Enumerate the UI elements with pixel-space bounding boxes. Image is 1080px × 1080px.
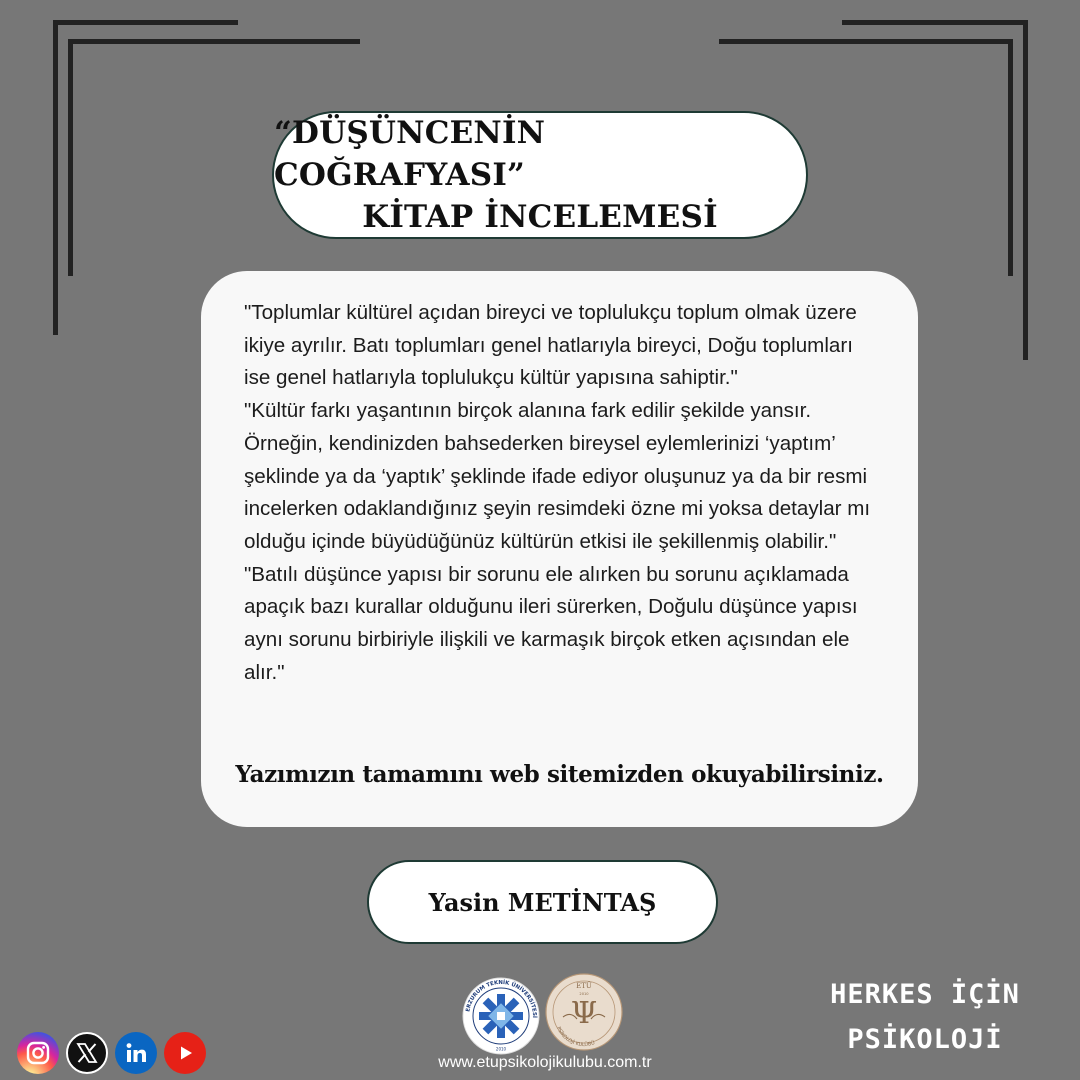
x-icon[interactable] <box>66 1032 108 1074</box>
quote-paragraph-2: "Kültür farkı yaşantının birçok alanına fark edilir şekilde yansır. Örneğin, kendinizden bahsederken bireysel eylemlerinizi ‘yaptım’ şeklinde ya da ‘yaptık’ şeklinde ifade ediyor oluşunuz ya da bir resmi incelerken odaklandığınız şeyin resimdeki özne mi yoksa detaylar mı olduğu içinde büyüdüğünüz kültürün etkisi ile şekillenmiş olabilir." <box>244 399 871 553</box>
website-url[interactable]: www.etupsikolojikulubu.com.tr <box>438 1054 652 1071</box>
snowflake-emblem-icon <box>479 994 523 1038</box>
quote-body <box>244 297 884 689</box>
club-logo-year: 2010 <box>579 992 589 996</box>
brand-line-2: PSİKOLOJİ <box>847 1024 1003 1055</box>
university-logo-year: 2010 <box>495 1046 507 1052</box>
instagram-icon[interactable] <box>17 1032 59 1074</box>
title-banner <box>272 111 808 239</box>
quote-paragraph-3: "Batılı düşünce yapısı bir sorunu ele alırken bu sorunu açıklamada apaçık bazı kurallar olduğunu ileri sürerken, Doğulu düşünce yapısı aynı sorunu birbiriyle ilişkili ve karmaşık birçok etken açısından ele alır." <box>244 562 858 684</box>
title-line-1: “DÜŞÜNCENİN COĞRAFYASI” <box>274 115 546 193</box>
x-glyph <box>75 1041 99 1065</box>
corner-bracket-top-right-inner-h <box>719 39 1013 44</box>
instagram-glyph <box>25 1040 51 1066</box>
corner-bracket-top-left-outer-v <box>53 20 58 335</box>
youtube-play-glyph <box>174 1042 196 1064</box>
university-logo <box>462 977 540 1055</box>
corner-bracket-top-left-inner-v <box>68 39 73 276</box>
club-logo <box>545 973 623 1051</box>
youtube-icon[interactable] <box>164 1032 206 1074</box>
corner-bracket-top-right-inner-v <box>1008 39 1013 276</box>
psi-symbol-icon: Ψ <box>570 996 598 1031</box>
quote-card <box>201 271 918 827</box>
linkedin-icon[interactable] <box>115 1032 157 1074</box>
university-logo-text: ERZURUM TEKNİK ÜNİVERSİTESİ <box>465 979 538 1019</box>
club-logo-top-text: ETÜ <box>576 982 592 990</box>
read-more-text: Yazımızın tamamını web sitemizden okuyabilirsiniz. <box>235 761 884 788</box>
brand-slogan <box>800 972 1050 1062</box>
corner-bracket-top-left-outer-h <box>53 20 238 25</box>
corner-bracket-top-left-inner-h <box>68 39 360 44</box>
author-badge: Yasin METİNTAŞ <box>367 860 718 944</box>
linkedin-glyph <box>123 1040 149 1066</box>
corner-bracket-top-right-outer-h <box>842 20 1028 25</box>
quote-paragraph-1: "Toplumlar kültürel açıdan bireyci ve toplulukçu toplum olmak üzere ikiye ayrılır. Batı toplumları genel hatlarıyla bireyci, Doğu toplumları ise genel hatlarıyla toplulukçu kültür yapısına sahiptir." <box>244 301 857 390</box>
club-logo-text: PSİKOLOJİ KULÜBÜ <box>555 1026 596 1049</box>
brand-line-1: HERKES İÇİN <box>830 979 1020 1010</box>
title-line-2: KİTAP İNCELEMESİ <box>362 199 718 235</box>
corner-bracket-top-right-outer-v <box>1023 20 1028 360</box>
